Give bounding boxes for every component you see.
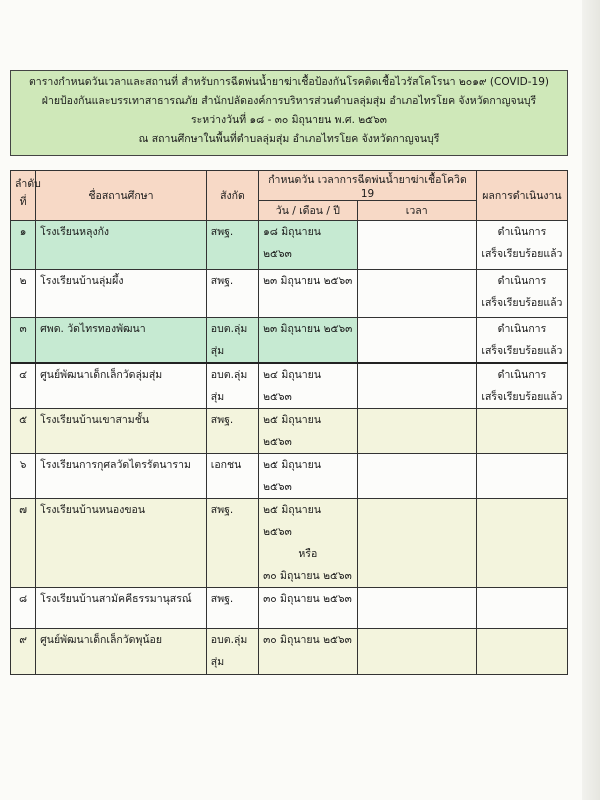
row-result — [476, 454, 567, 499]
row-time — [357, 454, 476, 499]
row-result — [476, 629, 567, 675]
row-result — [476, 318, 567, 364]
header-affiliation: สังกัด — [206, 171, 258, 221]
row-name: โรงเรียนการกุศลวัดไตรรัตนาราม — [36, 454, 207, 499]
result-line-2: เสร็จเรียบร้อยแล้ว — [481, 345, 563, 357]
row-no: ๖ — [11, 454, 36, 499]
result-line-2: เสร็จเรียบร้อยแล้ว — [481, 391, 563, 403]
title-line-4: ณ สถานศึกษาในพื้นที่ตำบลลุ่มสุ่ม อำเภอไทรโยค จังหวัดกาญจนบุรี — [138, 133, 440, 145]
row-no: ๓ — [11, 318, 36, 364]
schedule-table — [10, 170, 568, 675]
header-name: ชื่อสถานศึกษา — [36, 171, 207, 221]
header-date: วัน / เดือน / ปี — [259, 201, 357, 221]
row-date: ๒๓ มิถุนายน ๒๕๖๓ — [259, 270, 357, 318]
title-line-1: ตารางกำหนดวันเวลาและสถานที่ สำหรับการฉีดพ่นน้ำยาฆ่าเชื้อป้องกันโรคติดเชื้อไวรัสโคโรนา ๒๐๑๙ (COVID-19) — [28, 76, 550, 88]
row-no: ๑ — [11, 221, 36, 270]
result-line-1: ดำเนินการ — [497, 323, 547, 335]
result-line-1: ดำเนินการ — [497, 369, 547, 381]
row-time — [357, 588, 476, 629]
row-no: ๒ — [11, 270, 36, 318]
page-edge — [582, 0, 600, 800]
row-name: โรงเรียนบ้านเขาสามชั้น — [36, 409, 207, 454]
row-time — [357, 270, 476, 318]
row-name: ศูนย์พัฒนาเด็กเล็กวัดลุ่มสุ่ม — [36, 363, 207, 409]
row-name: ศพด. วัดไทรทองพัฒนา — [36, 318, 207, 364]
row-result — [476, 499, 567, 588]
row-no: ๕ — [11, 409, 36, 454]
result-line-2: เสร็จเรียบร้อยแล้ว — [481, 297, 563, 309]
row-date: ๒๓ มิถุนายน ๒๕๖๓ — [259, 318, 357, 364]
row-result — [476, 588, 567, 629]
table-row — [11, 221, 568, 270]
row-date: ๑๘ มิถุนายน ๒๕๖๓ — [259, 221, 357, 270]
table-row — [11, 363, 568, 409]
row-no: ๘ — [11, 588, 36, 629]
row-affiliation: อบต.ลุ่มสุ่ม — [206, 318, 258, 364]
table-row — [11, 270, 568, 318]
table-row — [11, 318, 568, 364]
row-date: ๓๐ มิถุนายน ๒๕๖๓ — [259, 588, 357, 629]
title-line-2: ฝ่ายป้องกันและบรรเทาสาธารณภัย สำนักปลัดองค์การบริหารส่วนตำบลลุ่มสุ่ม อำเภอไทรโยค จังหวัดกาญจนบุรี — [41, 95, 537, 107]
date-line-2: ๓๐ มิถุนายน ๒๕๖๓ — [263, 570, 352, 582]
row-affiliation: อบต.ลุ่มสุ่ม — [206, 363, 258, 409]
header-schedule: กำหนดวัน เวลาการฉีดพ่นน้ำยาฆ่าเชื้อโควิด 19 — [259, 171, 477, 201]
table-row — [11, 454, 568, 499]
row-time — [357, 629, 476, 675]
row-result — [476, 409, 567, 454]
result-line-1: ดำเนินการ — [497, 275, 547, 287]
row-date: ๒๕ มิถุนายน ๒๕๖๓ — [259, 454, 357, 499]
row-affiliation: สพฐ. — [206, 499, 258, 588]
row-name: โรงเรียนบ้านสามัคคีธรรมานุสรณ์ — [36, 588, 207, 629]
row-time — [357, 409, 476, 454]
row-date: ๒๕ มิถุนายน ๒๕๖๓ — [259, 409, 357, 454]
table-row — [11, 499, 568, 588]
table-row — [11, 588, 568, 629]
row-time — [357, 221, 476, 270]
row-result — [476, 270, 567, 318]
row-affiliation: เอกชน — [206, 454, 258, 499]
row-no: ๗ — [11, 499, 36, 588]
result-line-1: ดำเนินการ — [497, 226, 547, 238]
row-date — [259, 499, 357, 588]
result-line-2: เสร็จเรียบร้อยแล้ว — [481, 248, 563, 260]
date-line-1: ๒๕ มิถุนายน ๒๕๖๓ — [263, 504, 322, 538]
row-name: โรงเรียนบ้านหนองขอน — [36, 499, 207, 588]
row-name: ศูนย์พัฒนาเด็กเล็กวัดพุน้อย — [36, 629, 207, 675]
row-affiliation: สพฐ. — [206, 270, 258, 318]
row-affiliation: สพฐ. — [206, 221, 258, 270]
date-or: หรือ — [298, 548, 318, 560]
row-no: ๔ — [11, 363, 36, 409]
header-no: ลำดับที่ — [11, 171, 36, 221]
header-time: เวลา — [357, 201, 476, 221]
row-time — [357, 499, 476, 588]
table-row — [11, 409, 568, 454]
title-line-3: ระหว่างวันที่ ๑๘ - ๓๐ มิถุนายน พ.ศ. ๒๕๖๓ — [191, 114, 387, 126]
row-affiliation: อบต.ลุ่มสุ่ม — [206, 629, 258, 675]
table-row — [11, 629, 568, 675]
row-affiliation: สพฐ. — [206, 588, 258, 629]
row-time — [357, 318, 476, 364]
row-date: ๒๔ มิถุนายน ๒๕๖๓ — [259, 363, 357, 409]
row-name: โรงเรียนหลุงกัง — [36, 221, 207, 270]
row-no: ๙ — [11, 629, 36, 675]
title-box — [10, 70, 568, 156]
row-date: ๓๐ มิถุนายน ๒๕๖๓ — [259, 629, 357, 675]
row-affiliation: สพฐ. — [206, 409, 258, 454]
header-result: ผลการดำเนินงาน — [476, 171, 567, 221]
row-name: โรงเรียนบ้านลุ่มผึ้ง — [36, 270, 207, 318]
row-time — [357, 363, 476, 409]
row-result — [476, 221, 567, 270]
row-result — [476, 363, 567, 409]
